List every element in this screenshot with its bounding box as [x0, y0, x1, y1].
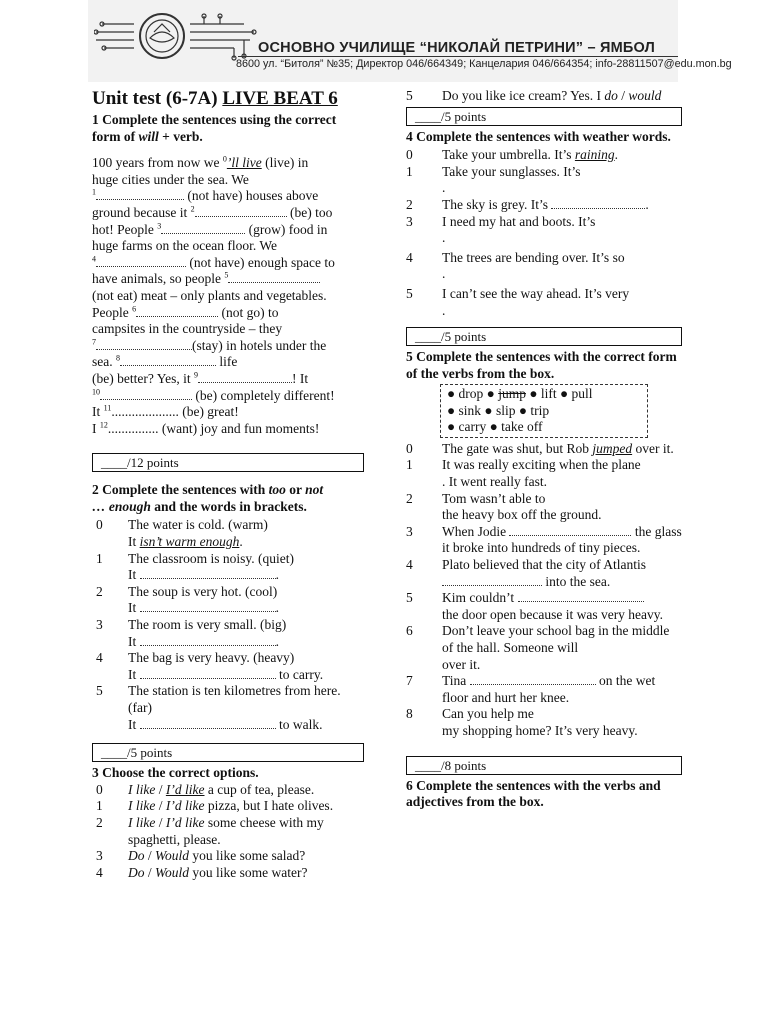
item-number: 8 [406, 706, 413, 722]
ex1-blank-4[interactable] [96, 256, 186, 267]
ex1-text: I [92, 420, 100, 436]
ex5-text: Tom wasn’t able to [442, 490, 546, 506]
ex1-text: People [92, 304, 133, 320]
ex1-paragraph [92, 155, 364, 437]
bullet: ● [489, 419, 498, 435]
item-number: 4 [96, 650, 103, 666]
word-slip: slip [495, 402, 516, 418]
ex3-separator: / [155, 814, 166, 830]
item-number: 0 [406, 440, 413, 456]
word-box-row-3 [447, 419, 647, 436]
ex4-blank-2[interactable] [551, 198, 645, 209]
ex6-instruction: 6 Complete the sentences with the verbs and adjectives from the box. [406, 777, 661, 810]
item-number: 5 [406, 590, 413, 606]
ex3-option-2[interactable]: Would [155, 864, 190, 880]
ex2-instruction [92, 482, 364, 515]
ex1-blank-9[interactable] [198, 372, 292, 383]
ex2-blank-2[interactable] [140, 601, 276, 612]
ex2-blank-3[interactable] [140, 635, 276, 646]
ex2-answer-prefix: It [128, 600, 140, 616]
ex3-separator: / [155, 781, 166, 797]
ex4-item-5 [406, 286, 682, 319]
ex2-instr-a: 2 Complete the sentences with [92, 482, 269, 498]
ex4-text: The sky is grey. It’s [442, 196, 552, 212]
ex5-text: . It went really fast. [442, 474, 547, 489]
ex2-points-box[interactable]: ____/5 points [92, 743, 364, 762]
ex5-item-4 [406, 557, 682, 590]
ex5-word-box [440, 384, 648, 438]
word-lift: lift [540, 386, 557, 402]
ex1-blank-3[interactable] [161, 223, 245, 234]
ex1-text: (be) completely different! [192, 387, 335, 403]
ex3-separator: / [144, 864, 156, 880]
ex1-num: 8 [116, 353, 120, 363]
bullet: ● [447, 419, 456, 435]
ex3-item-3 [92, 848, 364, 865]
ex5-item-2 [406, 491, 682, 524]
ex5-text: over it. [632, 440, 674, 456]
ex4-period: . [645, 196, 649, 212]
ex4-example-answer: raining [574, 147, 615, 163]
ex2-answer-suffix: to carry. [275, 666, 324, 682]
ex5-text: The gate was shut, but Rob [442, 440, 593, 456]
ex4-item-0 [406, 147, 682, 164]
word-drop: drop [458, 386, 484, 402]
ex5-items [406, 441, 682, 740]
ex1-instr-a: 1 Complete the sentences using the correct form of [92, 112, 337, 144]
ex1-blank-6[interactable] [136, 306, 218, 317]
ex5-blank-3[interactable] [509, 525, 631, 536]
ex3-rest: Do you like ice cream? Yes. I [442, 88, 605, 103]
header-rule [238, 56, 678, 57]
ex1-text: (stay) in hotels under the [192, 337, 327, 353]
ex3-separator: / [617, 88, 629, 103]
ex1-num: 9 [193, 370, 198, 380]
ex2-question: The bag is very heavy. (heavy) [128, 650, 295, 666]
ex5-text: on the wet floor and hurt her knee. [442, 673, 656, 705]
ex5-text: Plato believed that the city of Atlantis [442, 556, 646, 572]
ex4-text: Take your umbrella. It’s [442, 147, 575, 163]
ex5-text: Kim couldn’t [442, 590, 518, 606]
ex1-num: 10 [92, 387, 100, 396]
ex1-text: (not have) enough space to [186, 254, 335, 270]
ex1-text: (grow) food in [245, 221, 328, 237]
bullet: ● [559, 386, 569, 402]
ex1-text: ! It [291, 370, 309, 386]
ex1-text: (not have) houses above [184, 188, 319, 204]
ex3-option-1[interactable]: I like [128, 781, 156, 797]
ex2-question: The station is ten kilometres from here. (far) [128, 683, 341, 715]
ex5-instruction: 5 Complete the sentences with the correct form of the verbs from the box. [406, 349, 677, 381]
ex1-num: 7 [92, 337, 96, 347]
item-number: 1 [96, 798, 103, 814]
ex4-blank-1[interactable]: . [442, 180, 446, 196]
left-column [92, 88, 364, 881]
ex2-question: The water is cold. (warm) [128, 517, 268, 533]
item-number: 1 [406, 457, 413, 473]
ex5-text: over it. [442, 656, 481, 672]
ex1-num: 3 [157, 221, 162, 231]
ex5-item-6 [406, 623, 682, 673]
ex2-instr-b: and the words in brackets. [150, 498, 307, 514]
bullet: ● [529, 386, 538, 402]
ex1-instr-will: will [138, 128, 159, 144]
ex2-item-5 [92, 683, 364, 733]
ex2-instr-too: too [268, 482, 286, 498]
title-underlined: LIVE BEAT 6 [222, 88, 338, 109]
ex4-blank-5[interactable]: . [442, 302, 446, 318]
ex2-instr-not: not [305, 482, 324, 498]
ex5-item-3 [406, 524, 682, 557]
title-prefix: Unit test (6-7A) [92, 88, 223, 109]
ex3-option-1[interactable]: do [604, 88, 618, 103]
ex1-example-answer: ’ll live [226, 155, 262, 171]
ex5-item-5 [406, 590, 682, 623]
item-number: 2 [406, 490, 413, 506]
ex2-example-answer: isn’t warm enough [139, 534, 240, 550]
ex1-blank-1[interactable] [96, 189, 184, 200]
ex3-rest: pizza, but I hate olives. [204, 798, 334, 814]
ex1-points-box[interactable]: ____/12 points [92, 453, 364, 472]
ex5-text: Don’t leave your school bag in the middle of the hall. Someone will [442, 623, 670, 655]
ex2-item-2 [92, 584, 364, 617]
item-number: 6 [406, 623, 413, 639]
ex4-text: I can’t see the way ahead. It’s very [442, 285, 630, 301]
ex5-text: It was really exciting when the plane [442, 457, 641, 473]
ex1-blank-10[interactable] [100, 389, 192, 400]
ex5-text: into the sea. [542, 573, 611, 589]
item-number: 5 [406, 88, 413, 103]
ex4-text: Take your sunglasses. It’s [442, 163, 581, 179]
ex1-text: It [92, 404, 104, 420]
ex1-text: (not eat) meat – only plants and vegetables. [92, 287, 327, 303]
ex5-example-answer: jumped [592, 440, 633, 456]
item-number: 4 [406, 556, 413, 572]
ex1-num: 6 [132, 304, 137, 314]
ex2-answer-prefix: It [128, 534, 140, 550]
ex2-item-0 [92, 517, 364, 550]
ex5-points-box[interactable]: ____/8 points [406, 756, 682, 775]
ex3-rest: you like some salad? [189, 848, 306, 864]
ex3-rest: a cup of tea, please. [204, 781, 315, 797]
ex1-blank-11[interactable]: .................... (be) great! [111, 404, 239, 420]
item-number: 1 [406, 163, 413, 179]
word-take-off: take off [501, 419, 543, 435]
item-number: 0 [96, 517, 103, 533]
ex1-instruction [92, 112, 364, 145]
ex3-option-2[interactable]: would [628, 88, 662, 103]
ex1-text: sea. [92, 354, 116, 370]
item-number: 2 [96, 814, 103, 830]
word-box-row-1 [447, 386, 647, 403]
ex3-option-1[interactable]: I like [128, 814, 156, 830]
ex2-blank-1[interactable] [140, 568, 276, 579]
ex2-answer-suffix: . [275, 600, 279, 616]
ex5-text: the glass it broke into hundreds of tiny pieces. [442, 523, 682, 556]
ex5-text: Tina [442, 673, 470, 689]
ex3-option-1[interactable]: Do [128, 848, 145, 864]
ex5-blank-5[interactable] [518, 591, 644, 602]
ex4-period: . [614, 147, 619, 163]
ex3-option-2[interactable]: Would [155, 848, 190, 864]
ex1-text: 100 years from now we [92, 155, 223, 171]
ex3-item-5 [406, 88, 682, 105]
ex2-items [92, 517, 364, 733]
ex1-text: campsites in the countryside – they [92, 321, 283, 337]
ex1-text: huge farms on the ocean floor. We [92, 238, 277, 254]
item-number: 2 [406, 196, 413, 212]
ex3-option-1[interactable]: Do [128, 864, 145, 880]
ex3-points-box[interactable]: ____/5 points [406, 107, 682, 126]
item-number: 4 [96, 864, 103, 880]
item-number: 1 [96, 550, 103, 566]
ex3-option-2-selected[interactable]: I’d like [165, 781, 205, 797]
item-number: 3 [406, 213, 413, 229]
ex5-text: Can you help me [442, 706, 534, 722]
ex4-instruction: 4 Complete the sentences with weather words. [406, 128, 671, 144]
school-header [88, 0, 732, 82]
item-number: 4 [406, 249, 413, 265]
ex5-item-1 [406, 457, 682, 490]
school-name: ОСНОВНО УЧИЛИЩЕ “НИКОЛАЙ ПЕТРИНИ” – ЯМБОЛ [258, 40, 655, 56]
ex3-item-1 [92, 798, 364, 815]
word-pull: pull [571, 386, 593, 402]
ex2-answer-prefix: It [128, 716, 140, 732]
ex2-blank-5[interactable] [140, 718, 276, 729]
ex1-blank-8[interactable] [120, 355, 216, 366]
ex1-num: 12 [99, 420, 108, 430]
ex1-num: 0 [222, 154, 227, 164]
ex5-blank-4[interactable] [442, 575, 542, 586]
ex3-option-2[interactable]: I’d like [165, 814, 205, 830]
item-number: 0 [406, 147, 413, 163]
ex1-num: 1 [92, 187, 96, 197]
ex2-answer-suffix: . [239, 534, 243, 550]
ex1-num: 5 [224, 270, 229, 280]
ex2-question: The room is very small. (big) [128, 617, 287, 633]
right-column [406, 88, 682, 819]
ex5-item-7 [406, 673, 682, 706]
ex2-question: The classroom is noisy. (quiet) [128, 550, 294, 566]
ex1-text: (be) too [286, 204, 333, 220]
ex2-answer-suffix: . [275, 567, 279, 583]
ex3-instruction: 3 Choose the correct options. [92, 765, 259, 781]
word-trip: trip [530, 402, 550, 418]
ex1-instr-b: + verb. [158, 128, 203, 144]
worksheet-page [88, 0, 732, 1024]
ex4-text: The trees are bending over. It’s so [442, 249, 625, 265]
ex2-instr-enough: … enough [92, 498, 151, 514]
ex1-blank-5[interactable] [228, 272, 320, 283]
item-number: 0 [96, 781, 103, 797]
ex5-text: the heavy box off the ground. [442, 507, 602, 523]
bullet: ● [484, 402, 493, 418]
word-sink: sink [458, 402, 482, 418]
ex1-blank-7[interactable] [96, 339, 192, 350]
item-number: 3 [96, 617, 103, 633]
ex5-item-0 [406, 441, 682, 458]
bullet: ● [486, 386, 495, 402]
ex4-points-box[interactable]: ____/5 points [406, 327, 682, 346]
ex5-text: When Jodie [442, 523, 510, 539]
word-carry: carry [458, 419, 487, 435]
ex2-item-4 [92, 650, 364, 683]
ex2-item-1 [92, 551, 364, 584]
ex3-item-4 [92, 865, 364, 882]
ex5-text: my shopping home? It’s very heavy. [442, 722, 638, 738]
school-contact: 8600 ул. “Битоля” №35; Директор 046/664349; Канцелария 046/664354; info-28811507@edu.mon.bg [236, 58, 732, 70]
ex2-answer-prefix: It [128, 567, 140, 583]
ex1-blank-12[interactable]: ............... (want) joy and fun moments! [107, 420, 320, 436]
bullet: ● [447, 386, 456, 402]
ex1-text: life [216, 354, 238, 370]
ex4-text: I need my hat and boots. It’s [442, 213, 596, 229]
bullet: ● [518, 402, 527, 418]
ex3-item-2 [92, 815, 364, 848]
item-number: 5 [406, 285, 413, 301]
ex1-text: ground because it [92, 204, 191, 220]
item-number: 7 [406, 673, 413, 689]
ex1-text: have animals, so people [92, 271, 225, 287]
ex1-num: 4 [92, 254, 96, 264]
item-number: 3 [406, 523, 413, 539]
ex4-items [406, 147, 682, 319]
word-jump-crossed: jump [498, 386, 526, 402]
ex4-item-4 [406, 250, 682, 283]
item-number: 3 [96, 848, 103, 864]
ex2-blank-4[interactable] [140, 668, 276, 679]
bullet: ● [447, 402, 456, 418]
item-number: 2 [96, 583, 103, 599]
ex2-answer-suffix: to walk. [275, 716, 323, 732]
ex2-item-3 [92, 617, 364, 650]
word-box-row-2 [447, 403, 647, 420]
ex5-text: the door open because it was very heavy. [442, 606, 664, 622]
ex4-item-3 [406, 214, 682, 247]
ex1-text: hot! People [92, 221, 158, 237]
page-title [92, 88, 364, 110]
ex1-num: 11 [103, 403, 112, 413]
ex5-blank-7[interactable] [470, 674, 596, 685]
ex1-text: (live) in [261, 155, 309, 171]
ex5-item-8 [406, 706, 682, 739]
ex2-instr-or: or [285, 482, 306, 498]
ex1-text: (not go) to [218, 304, 279, 320]
ex3-option-2[interactable]: I’d like [165, 798, 205, 814]
ex1-text: (be) better? Yes, it [92, 370, 194, 386]
ex2-answer-suffix: . [275, 633, 279, 649]
ex2-answer-prefix: It [128, 633, 140, 649]
ex1-blank-2[interactable] [195, 206, 287, 217]
ex3-item-0 [92, 782, 364, 799]
ex3-separator: / [155, 798, 166, 814]
ex3-items [92, 782, 364, 882]
ex3-rest: some cheese with my spaghetti, please. [128, 814, 324, 847]
ex2-answer-prefix: It [128, 666, 140, 682]
ex1-num: 2 [190, 204, 195, 214]
ex4-item-2 [406, 197, 682, 214]
ex2-question: The soup is very hot. (cool) [128, 583, 278, 599]
item-number: 5 [96, 683, 103, 699]
ex4-item-1 [406, 164, 682, 197]
ex3-rest: you like some water? [189, 864, 308, 880]
ex1-text: huge cities under the sea. We [92, 171, 249, 187]
ex4-blank-4[interactable]: . [442, 266, 446, 282]
ex4-blank-3[interactable]: . [442, 230, 446, 246]
ex3-separator: / [144, 848, 156, 864]
ex3-option-1[interactable]: I like [128, 798, 156, 814]
